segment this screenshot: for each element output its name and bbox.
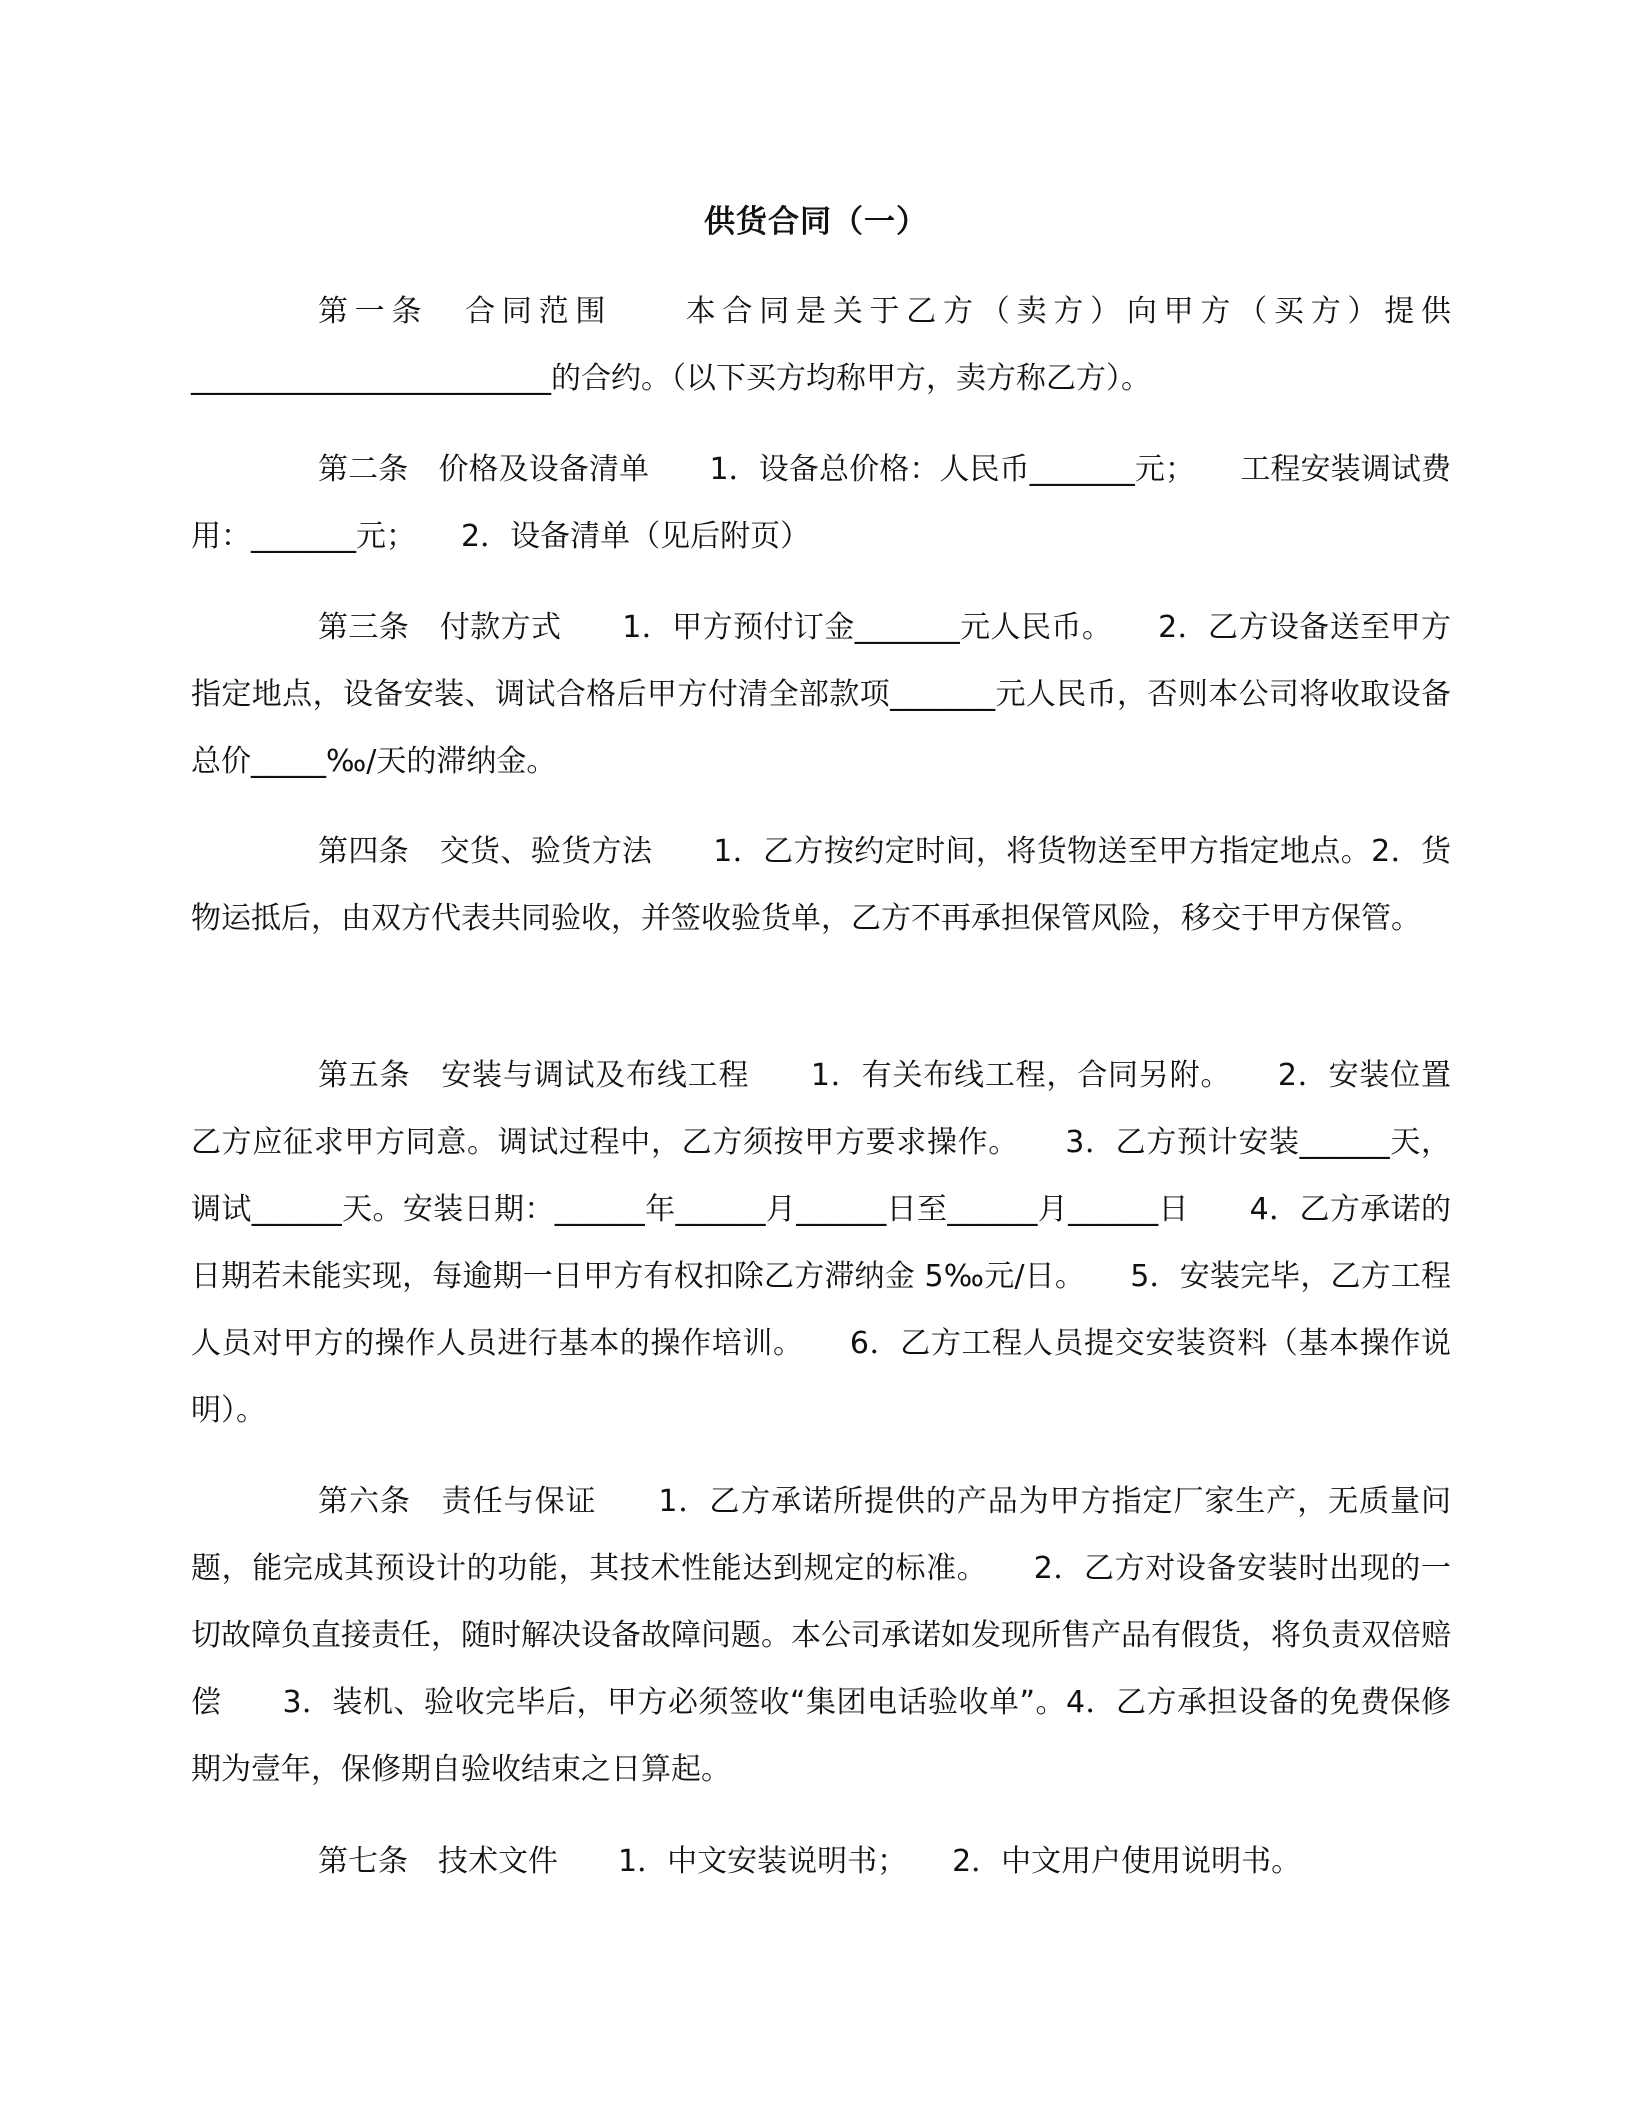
clause-3-payment: 第三条 付款方式 1．甲方预付订金_______元人民币。 2．乙方设备送至甲方指定地点，设备安装、调试合格后甲方付清全部款项_______元人民币，否则本公司将收取设备总价_____‰/天的滞纳金。 — [191, 610, 1451, 779]
clause-2-price: 第二条 价格及设备清单 1．设备总价格：人民币_______元； 工程安装调试费用：_______元； 2．设备清单（见后附页） — [191, 452, 1451, 554]
clause-1-scope: 第一条 合同范围 本合同是关于乙方（卖方）向甲方（买方）提供________________________的合约。（以下买方均称甲方，卖方称乙方）。 — [191, 294, 1451, 396]
clause-4-delivery: 第四条 交货、验货方法 1．乙方按约定时间，将货物送至甲方指定地点。2．货物运抵后，由双方代表共同验收，并签收验货单，乙方不再承担保管风险，移交于甲方保管。 — [191, 834, 1451, 936]
clause-5-installation: 第五条 安装与调试及布线工程 1．有关布线工程，合同另附。 2．安装位置乙方应征求甲方同意。调试过程中，乙方须按甲方要求操作。 3．乙方预计安装______天，调试______天。安装日期：______年______月______日至______月______日 4．乙方承诺的日期若未能实现，每逾期一日甲方有权扣除乙方滞纳金 5‰元/日。 5．安装完毕，乙方工程人员对甲方的操作人员进行基本的操作培训。 6．乙方工程人员提交安装资料（基本操作说明）。 — [191, 1058, 1451, 1428]
document-title: 供货合同（一） — [704, 204, 928, 240]
clause-6-warranty: 第六条 责任与保证 1．乙方承诺所提供的产品为甲方指定厂家生产，无质量问题，能完成其预设计的功能，其技术性能达到规定的标准。 2．乙方对设备安装时出现的一切故障负直接责任，随时解决设备故障问题。本公司承诺如发现所售产品有假货，将负责双倍赔偿 3．装机、验收完毕后，甲方必须签收“集团电话验收单”。4．乙方承担设备的免费保修期为壹年，保修期自验收结束之日算起。 — [191, 1484, 1451, 1787]
clause-7-technical-docs: 第七条 技术文件 1．中文安装说明书； 2．中文用户使用说明书。 — [318, 1844, 1302, 1879]
